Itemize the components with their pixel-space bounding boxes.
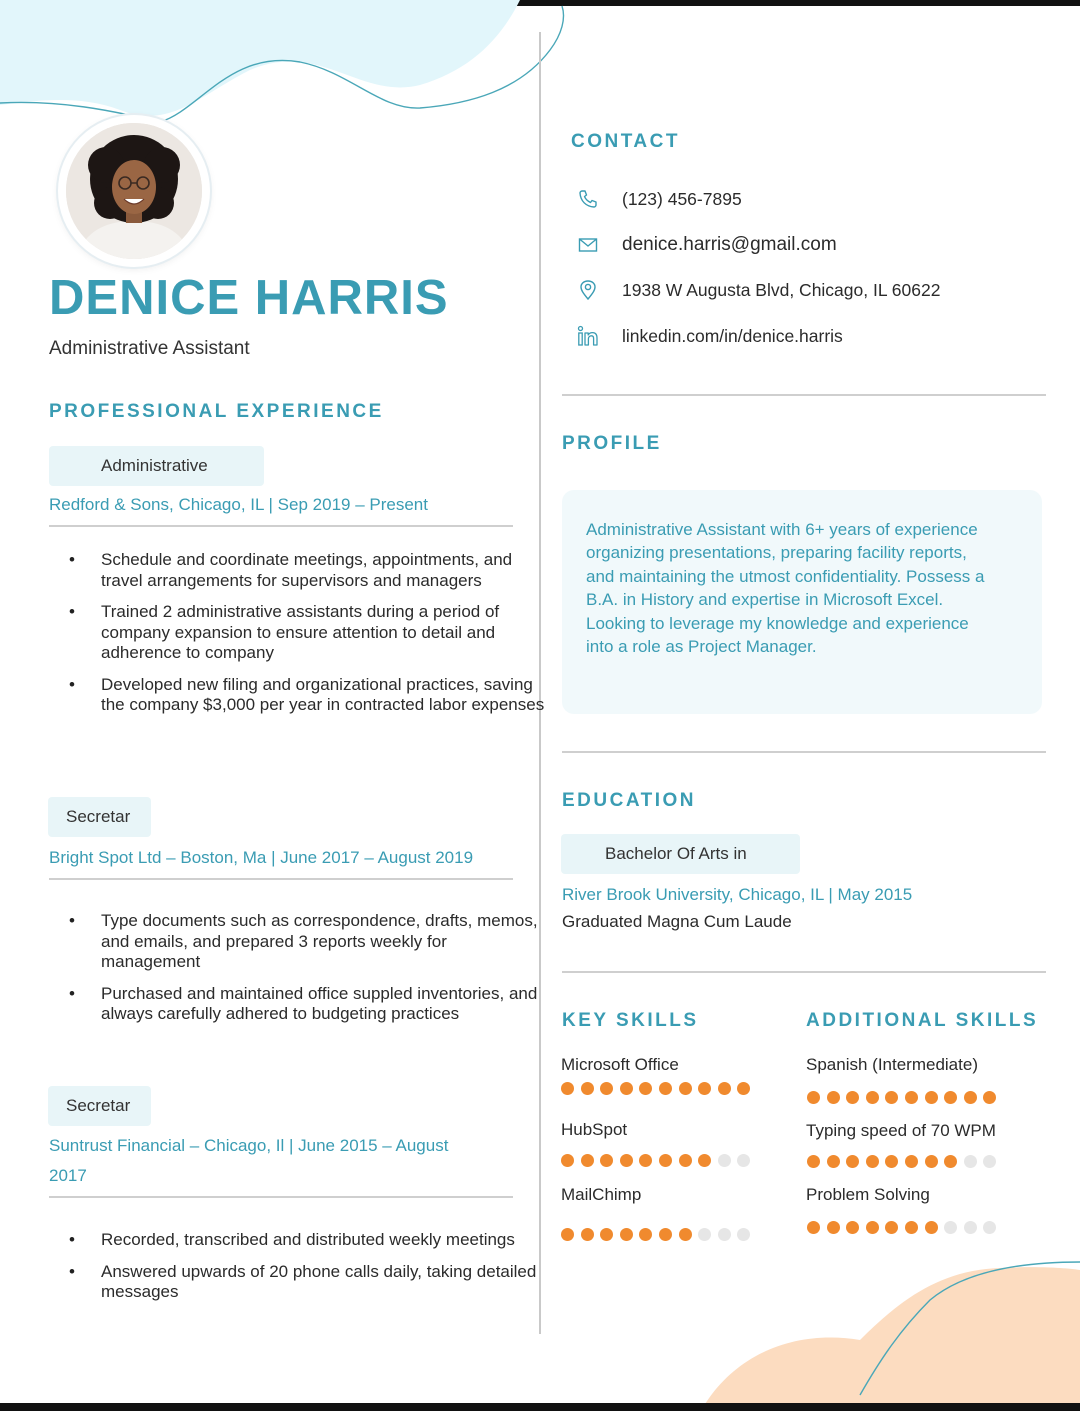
rating-dot-filled — [885, 1221, 898, 1234]
rating-dot-filled — [561, 1228, 574, 1241]
job-divider — [49, 878, 513, 880]
job-role-chip: Secretar — [48, 1086, 151, 1126]
rating-dot-filled — [561, 1082, 574, 1095]
rating-dot-filled — [905, 1155, 918, 1168]
contact-email-text[interactable]: denice.harris@gmail.com — [622, 234, 837, 255]
education-degree-chip: Bachelor Of Arts in — [561, 834, 800, 874]
key-skill-name: MailChimp — [561, 1185, 642, 1204]
job-bullet: • Schedule and coordinate meetings, appointments, and travel arrangements for supervisors and managers — [101, 550, 549, 591]
job-bullet: • Type documents such as correspondence, drafts, memos, and emails, and prepared 3 reports weekly for management — [101, 911, 549, 973]
contact-email — [575, 230, 837, 260]
rating-dot-empty — [698, 1228, 711, 1241]
rating-dot-filled — [737, 1082, 750, 1095]
candidate-name: DENICE HARRIS — [49, 271, 449, 325]
rating-dot-filled — [679, 1154, 692, 1167]
rating-dot-empty — [964, 1221, 977, 1234]
key-skill-rating — [561, 1228, 757, 1241]
bottom-border — [0, 1403, 1080, 1411]
education-school: River Brook University, Chicago, IL | May 2015 — [562, 885, 913, 904]
contact-address-text: 1938 W Augusta Blvd, Chicago, IL 60622 — [622, 279, 941, 300]
rating-dot-empty — [983, 1221, 996, 1234]
contact-divider — [562, 394, 1046, 396]
rating-dot-empty — [718, 1228, 731, 1241]
phone-icon — [575, 186, 601, 212]
rating-dot-filled — [827, 1155, 840, 1168]
rating-dot-filled — [983, 1091, 996, 1104]
rating-dot-filled — [600, 1082, 613, 1095]
job-bullet: • Recorded, transcribed and distributed weekly meetings — [101, 1230, 549, 1251]
key-skill-rating — [561, 1082, 757, 1095]
additional-skill-rating — [807, 1091, 1003, 1104]
contact-linkedin-text[interactable]: linkedin.com/in/denice.harris — [622, 325, 843, 346]
rating-dot-filled — [561, 1154, 574, 1167]
contact-phone-text: (123) 456-7895 — [622, 188, 742, 209]
rating-dot-filled — [846, 1221, 859, 1234]
additional-skill-name: Spanish (Intermediate) — [806, 1055, 978, 1074]
job-company: Bright Spot Ltd – Boston, Ma | June 2017 – August 2019 — [49, 848, 474, 867]
rating-dot-empty — [737, 1154, 750, 1167]
rating-dot-filled — [925, 1091, 938, 1104]
rating-dot-empty — [737, 1228, 750, 1241]
profile-photo — [66, 123, 202, 259]
job-divider — [49, 525, 513, 527]
rating-dot-filled — [885, 1091, 898, 1104]
rating-dot-filled — [620, 1082, 633, 1095]
rating-dot-filled — [866, 1221, 879, 1234]
section-title-key-skills: KEY SKILLS — [562, 1010, 699, 1031]
candidate-title: Administrative Assistant — [49, 338, 250, 359]
rating-dot-filled — [679, 1228, 692, 1241]
rating-dot-filled — [698, 1082, 711, 1095]
job-bullet: • Purchased and maintained office suppled inventories, and always carefully adhered to budgeting practices — [101, 984, 549, 1025]
rating-dot-filled — [620, 1228, 633, 1241]
job-role-chip: Secretar — [48, 797, 151, 837]
job-role-chip: Administrative — [49, 446, 264, 486]
profile-text: Administrative Assistant with 6+ years of experience organizing presentations, preparing facility reports, and maintaining the utmost confidentiality. Possess a B.A. in History and expertise in Microsoft Excel. Looking to leverage my knowledge and experience into a role as Project Manager. — [586, 520, 985, 657]
rating-dot-filled — [659, 1154, 672, 1167]
rating-dot-filled — [639, 1228, 652, 1241]
rating-dot-filled — [964, 1091, 977, 1104]
rating-dot-filled — [925, 1221, 938, 1234]
rating-dot-filled — [846, 1091, 859, 1104]
job-bullet: • Trained 2 administrative assistants during a period of company expansion to ensure attention to detail and adherence to company — [101, 602, 549, 664]
profile-box — [562, 490, 1042, 714]
rating-dot-empty — [718, 1154, 731, 1167]
additional-skill-rating — [807, 1221, 1003, 1234]
additional-skill-name: Typing speed of 70 WPM — [806, 1121, 996, 1140]
rating-dot-filled — [581, 1154, 594, 1167]
rating-dot-filled — [846, 1155, 859, 1168]
job-company: Suntrust Financial – Chicago, Il | June 2015 – August 2017 — [49, 1136, 449, 1185]
section-title-additional-skills: ADDITIONAL SKILLS — [806, 1010, 1039, 1031]
rating-dot-filled — [944, 1091, 957, 1104]
profile-divider — [562, 751, 1046, 753]
rating-dot-filled — [718, 1082, 731, 1095]
rating-dot-filled — [620, 1154, 633, 1167]
job-bullets — [49, 550, 549, 727]
rating-dot-filled — [600, 1154, 613, 1167]
job-bullet: • Developed new filing and organizational practices, saving the company $3,000 per year in contracted labor expenses — [101, 675, 549, 716]
rating-dot-filled — [698, 1154, 711, 1167]
rating-dot-filled — [944, 1155, 957, 1168]
key-skill-name: HubSpot — [561, 1120, 628, 1139]
rating-dot-empty — [983, 1155, 996, 1168]
job-company: Redford & Sons, Chicago, IL | Sep 2019 – Present — [49, 495, 428, 514]
job-divider — [49, 1196, 513, 1198]
rating-dot-filled — [885, 1155, 898, 1168]
rating-dot-filled — [866, 1155, 879, 1168]
section-title-experience: PROFESSIONAL EXPERIENCE — [49, 401, 384, 422]
rating-dot-filled — [581, 1228, 594, 1241]
job-bullets — [49, 911, 549, 1036]
section-title-profile: PROFILE — [562, 433, 662, 454]
linkedin-icon — [575, 323, 601, 349]
additional-skill-rating — [807, 1155, 1003, 1168]
contact-phone — [575, 184, 742, 214]
rating-dot-empty — [964, 1155, 977, 1168]
rating-dot-filled — [639, 1154, 652, 1167]
job-bullets — [49, 1230, 549, 1314]
rating-dot-filled — [659, 1082, 672, 1095]
rating-dot-filled — [639, 1082, 652, 1095]
rating-dot-filled — [807, 1155, 820, 1168]
job-bullet: • Answered upwards of 20 phone calls daily, taking detailed messages — [101, 1262, 549, 1303]
additional-skill-name: Problem Solving — [806, 1185, 930, 1204]
rating-dot-filled — [679, 1082, 692, 1095]
rating-dot-empty — [944, 1221, 957, 1234]
key-skill-name: Microsoft Office — [561, 1055, 679, 1074]
location-pin-icon — [575, 277, 601, 303]
rating-dot-filled — [827, 1221, 840, 1234]
envelope-icon — [575, 232, 601, 258]
contact-linkedin — [575, 321, 843, 351]
rating-dot-filled — [807, 1091, 820, 1104]
section-title-education: EDUCATION — [562, 790, 697, 811]
rating-dot-filled — [905, 1091, 918, 1104]
key-skill-rating — [561, 1154, 757, 1167]
rating-dot-filled — [600, 1228, 613, 1241]
profile-photo-frame — [58, 115, 210, 267]
rating-dot-filled — [905, 1221, 918, 1234]
rating-dot-filled — [925, 1155, 938, 1168]
rating-dot-filled — [581, 1082, 594, 1095]
rating-dot-filled — [827, 1091, 840, 1104]
education-note: Graduated Magna Cum Laude — [562, 912, 792, 931]
rating-dot-filled — [807, 1221, 820, 1234]
rating-dot-filled — [866, 1091, 879, 1104]
rating-dot-filled — [659, 1228, 672, 1241]
contact-address — [575, 275, 940, 305]
education-divider — [562, 971, 1046, 973]
section-title-contact: CONTACT — [571, 131, 680, 152]
